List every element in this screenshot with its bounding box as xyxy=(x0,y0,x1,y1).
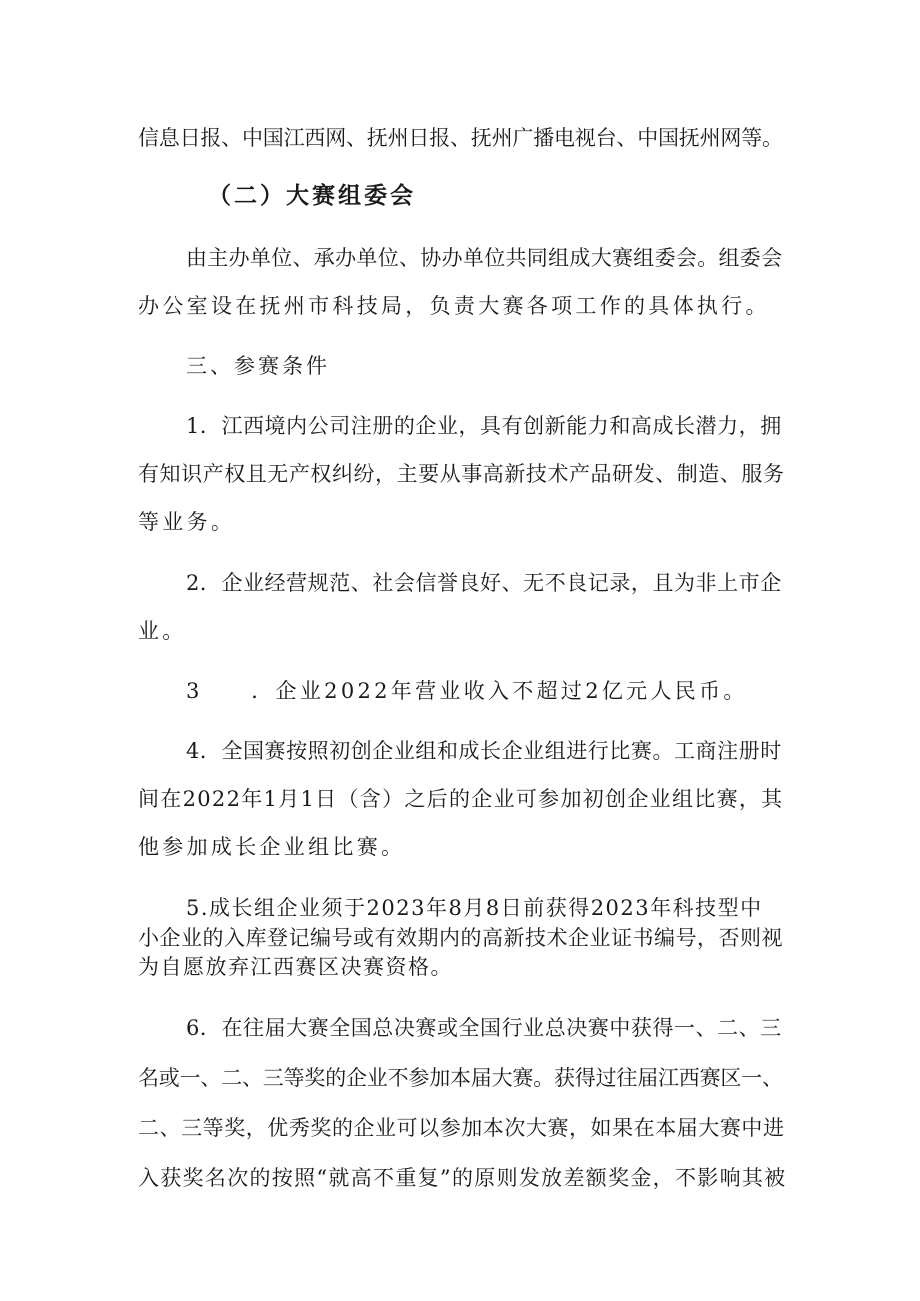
condition-2-line: 业。 xyxy=(138,619,187,643)
text-line-media-list: 信息日报、中国江西网、抚州日报、抚州广播电视台、中国抚州网等。 xyxy=(138,126,783,150)
condition-4-line: 间在2022年1月1日（含）之后的企业可参加初创企业组比赛，其 xyxy=(138,787,784,811)
condition-5-line: 为自愿放弃江西赛区决赛资格。 xyxy=(138,955,453,979)
condition-4-line: 4．全国赛按照初创企业组和成长企业组进行比赛。工商注册时 xyxy=(186,739,782,763)
paragraph-line: 办公室设在抚州市科技局，负责大赛各项工作的具体执行。 xyxy=(138,294,770,318)
condition-3-line: 3 ．企业2022年营业收入不超过2亿元人民币。 xyxy=(186,679,748,703)
condition-5-line: 小企业的入库登记编号或有效期内的高新技术企业证书编号，否则视 xyxy=(138,926,783,950)
section-heading-participation-conditions: 三、参赛条件 xyxy=(186,354,330,378)
condition-2-line: 2．企业经营规范、社会信誉良好、无不良记录，且为非上市企 xyxy=(186,571,782,595)
condition-6-line: 二、三等奖，优秀奖的企业可以参加本次大赛，如果在本届大赛中进 xyxy=(138,1116,785,1140)
condition-6-line: 入获奖名次的按照“就高不重复”的原则发放差额奖金，不影响其被 xyxy=(138,1166,787,1190)
condition-4-line: 他参加成长企业组比赛。 xyxy=(138,835,406,859)
condition-1-line: 1．江西境内公司注册的企业，具有创新能力和高成长潜力，拥 xyxy=(186,414,782,438)
condition-1-line: 等业务。 xyxy=(138,510,236,534)
condition-1-line: 有知识产权且无产权纠纷，主要从事高新技术产品研发、制造、服务 xyxy=(138,462,785,486)
section-heading-organizing-committee: （二）大赛组委会 xyxy=(208,182,416,209)
condition-5-line: 5.成长组企业须于2023年8月8日前获得2023年科技型中 xyxy=(186,896,763,920)
paragraph-line: 由主办单位、承办单位、协办单位共同组成大赛组委会。组委会 xyxy=(186,246,783,270)
condition-6-line: 6．在往届大赛全国总决赛或全国行业总决赛中获得一、二、三 xyxy=(186,1016,782,1040)
condition-6-line: 名或一、二、三等奖的企业不参加本届大赛。获得过往届江西赛区一、 xyxy=(138,1066,783,1090)
